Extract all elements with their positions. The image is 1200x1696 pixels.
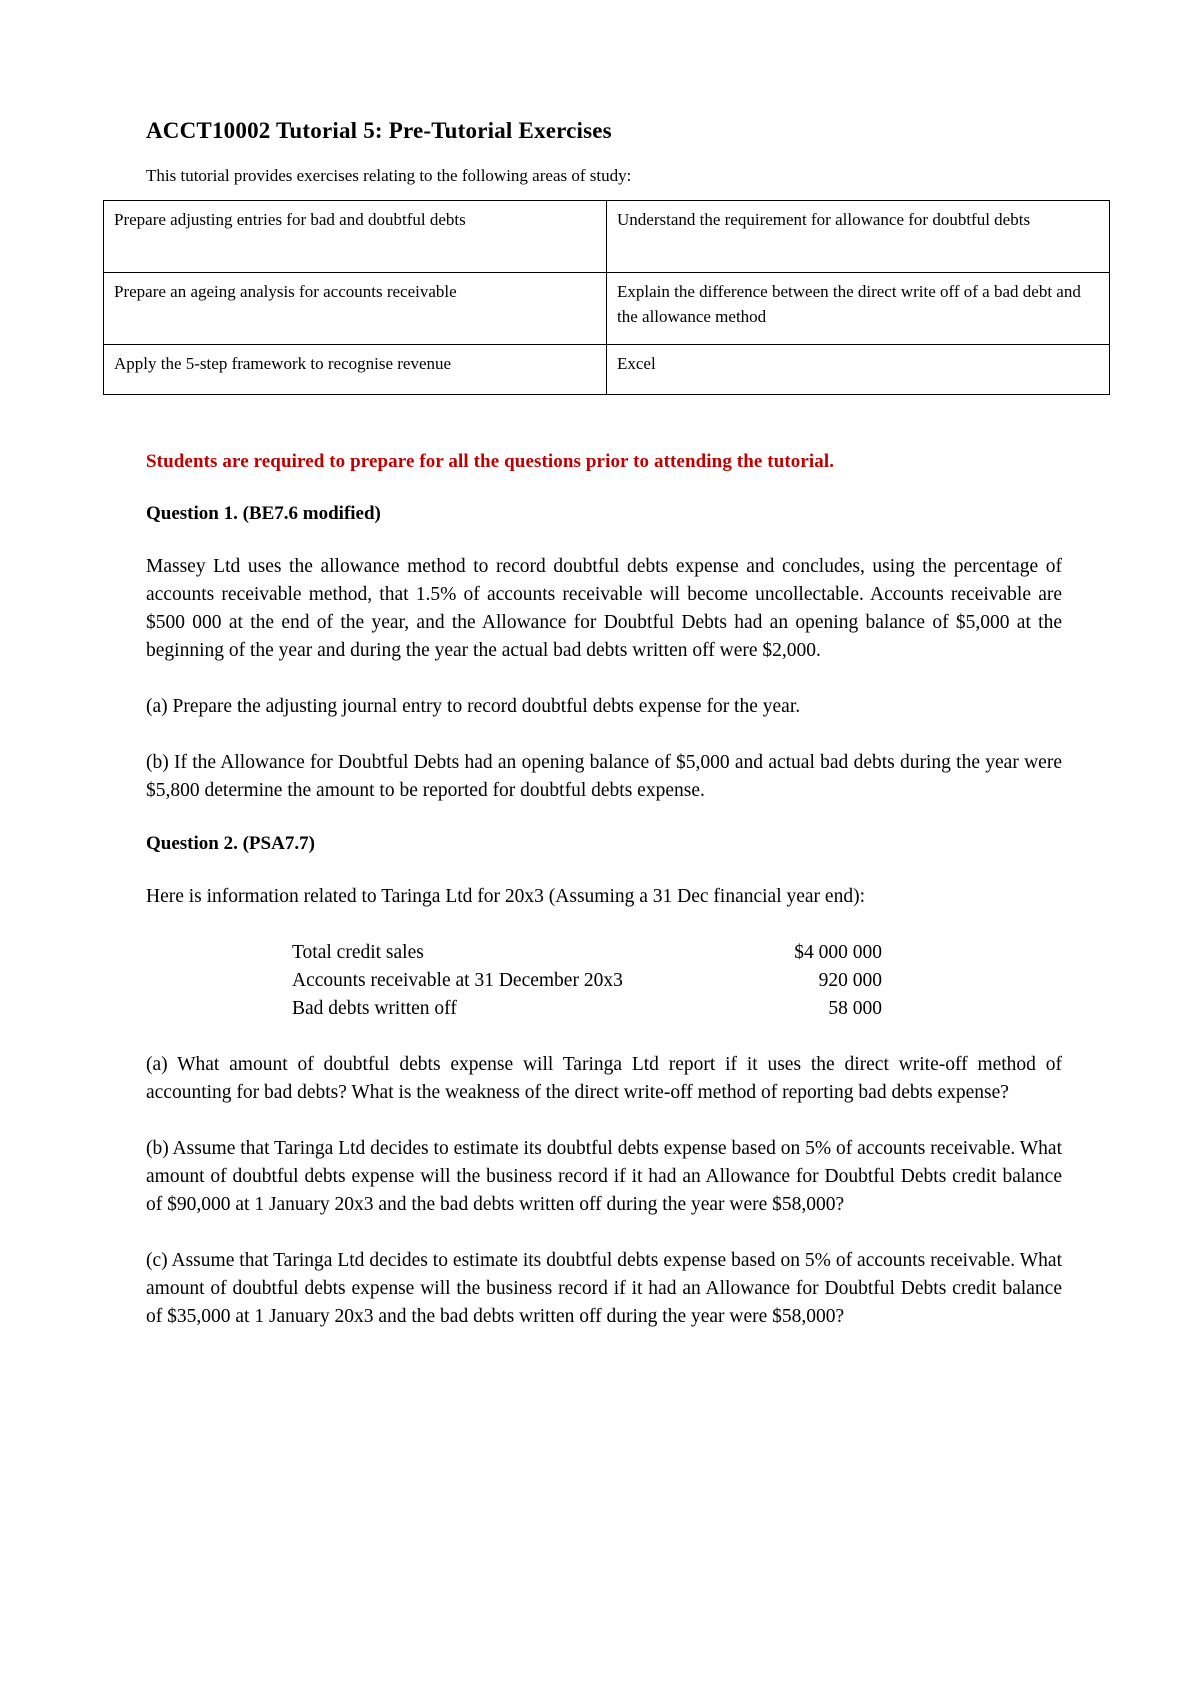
row-label: Accounts receivable at 31 December 20x3: [292, 970, 623, 991]
study-areas-table: [103, 200, 1110, 395]
table-row: [104, 273, 1110, 345]
table-cell: Prepare an ageing analysis for accounts receivable: [104, 273, 607, 345]
row-label: Bad debts written off: [292, 998, 457, 1019]
table-row: [292, 939, 882, 967]
question-2-intro: Here is information related to Taringa Ltd for 20x3 (Assuming a 31 Dec financial year end):: [146, 886, 865, 907]
question-1-heading: Question 1. (BE7.6 modified): [146, 503, 381, 524]
table-row: [104, 345, 1110, 395]
question-2-part-a: (a) What amount of doubtful debts expense will Taringa Ltd report if it uses the direct write-off method of accounting for bad debts? What is the weakness of the direct write-off method of reporting bad debts expense?: [146, 1054, 1062, 1103]
question-1-body: Massey Ltd uses the allowance method to record doubtful debts expense and concludes, using the percentage of accounts receivable method, that 1.5% of accounts receivable will become uncollectable. Accounts receivable are $500 000 at the end of the year, and the Allowance for Doubtful Debts had an opening balance of $5,000 at the beginning of the year and during the year the actual bad debts written off were $2,000.: [146, 556, 1062, 661]
row-value: 920 000: [818, 970, 882, 991]
intro-text: This tutorial provides exercises relating to the following areas of study:: [146, 166, 632, 185]
question-2-heading: Question 2. (PSA7.7): [146, 833, 315, 854]
table-row: [292, 995, 882, 1023]
table-row: [104, 201, 1110, 273]
row-value: 58 000: [828, 998, 882, 1019]
row-value: $4 000 000: [794, 942, 882, 963]
question-1-part-a: (a) Prepare the adjusting journal entry to record doubtful debts expense for the year.: [146, 696, 801, 717]
page-title: ACCT10002 Tutorial 5: Pre-Tutorial Exercises: [146, 118, 612, 143]
question-2-part-b: (b) Assume that Taringa Ltd decides to estimate its doubtful debts expense based on 5% of accounts receivable. What amount of doubtful debts expense will the business record if it had an Allowance for Doubtful Debts credit balance of $90,000 at 1 January 20x3 and the bad debts written off during the year were $58,000?: [146, 1138, 1062, 1215]
table-cell: Explain the difference between the direct write off of a bad debt and the allowance method: [607, 273, 1110, 345]
table-cell: Excel: [607, 345, 1110, 395]
question-1-part-b: (b) If the Allowance for Doubtful Debts had an opening balance of $5,000 and actual bad debts during the year were $5,800 determine the amount to be reported for doubtful debts expense.: [146, 752, 1062, 801]
table-row: [292, 967, 882, 995]
question-2-part-c: (c) Assume that Taringa Ltd decides to estimate its doubtful debts expense based on 5% of accounts receivable. What amount of doubtful debts expense will the business record if it had an Allowance for Doubtful Debts credit balance of $35,000 at 1 January 20x3 and the bad debts written off during the year were $58,000?: [146, 1250, 1062, 1327]
row-label: Total credit sales: [292, 942, 424, 963]
preparation-notice: Students are required to prepare for all the questions prior to attending the tutorial.: [146, 451, 835, 472]
taringa-data-table: [292, 939, 882, 1023]
table-cell: Apply the 5-step framework to recognise revenue: [104, 345, 607, 395]
document-content: [114, 118, 1081, 1359]
table-cell: Understand the requirement for allowance for doubtful debts: [607, 201, 1110, 273]
table-cell: Prepare adjusting entries for bad and doubtful debts: [104, 201, 607, 273]
